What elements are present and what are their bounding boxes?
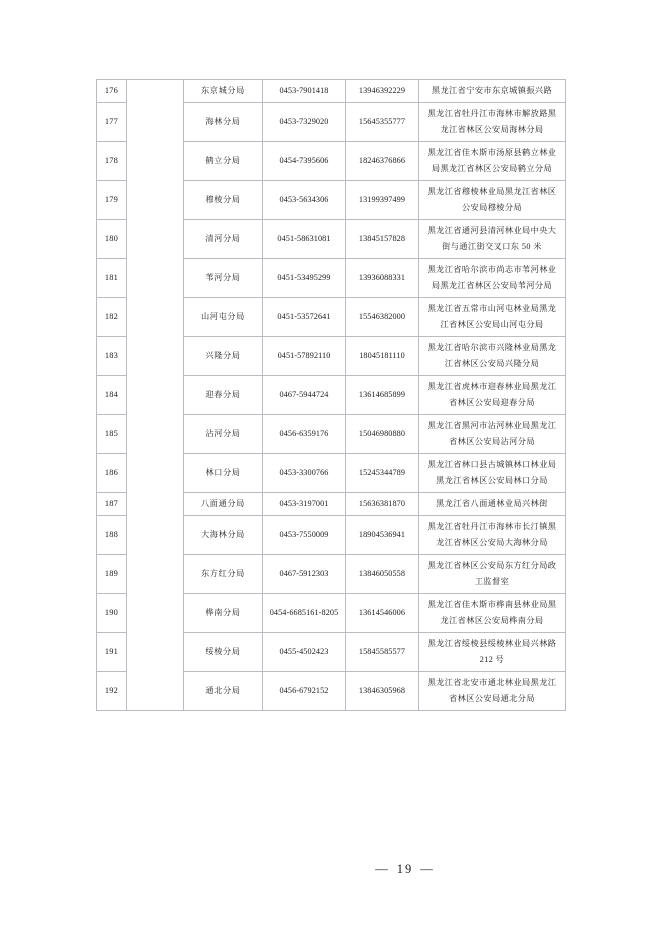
row-merged-blank-cell: [127, 337, 184, 376]
row-merged-blank-cell: [127, 220, 184, 259]
table-row: [97, 142, 566, 181]
row-merged-blank-cell: [127, 672, 184, 711]
table-row: [97, 672, 566, 711]
office-phone-cell: 0453-7550009: [263, 516, 346, 555]
address-cell: 黑龙江省绥棱县绥棱林业局兴林路 212 号: [419, 633, 566, 672]
row-merged-blank-cell: [127, 415, 184, 454]
branch-name-cell: 沾河分局: [184, 415, 263, 454]
row-index-cell: 191: [97, 633, 127, 672]
address-cell: 黑龙江省林口县古城镇林口林业局黑龙江省林区公安局林口分局: [419, 454, 566, 493]
row-merged-blank-cell: [127, 80, 184, 103]
row-index-cell: 184: [97, 376, 127, 415]
office-phone-cell: 0453-3197001: [263, 493, 346, 516]
table-row: [97, 376, 566, 415]
row-index-cell: 182: [97, 298, 127, 337]
address-cell: 黑龙江省林区公安局东方红分局政工监督室: [419, 555, 566, 594]
address-cell: 黑龙江省牡丹江市海林市解放路黑龙江省林区公安局海林分局: [419, 103, 566, 142]
row-merged-blank-cell: [127, 555, 184, 594]
table-row: [97, 80, 566, 103]
mobile-phone-cell: 18904536941: [346, 516, 419, 555]
row-index-cell: 187: [97, 493, 127, 516]
table-row: [97, 298, 566, 337]
mobile-phone-cell: 15245344789: [346, 454, 419, 493]
mobile-phone-cell: 13199397499: [346, 181, 419, 220]
mobile-phone-cell: 13946392229: [346, 80, 419, 103]
row-merged-blank-cell: [127, 594, 184, 633]
branch-name-cell: 穆棱分局: [184, 181, 263, 220]
office-phone-cell: 0456-6792152: [263, 672, 346, 711]
address-cell: 黑龙江省通河县清河林业局中央大街与通江街交叉口东 50 米: [419, 220, 566, 259]
row-index-cell: 177: [97, 103, 127, 142]
table-body: [97, 80, 566, 711]
row-index-cell: 183: [97, 337, 127, 376]
address-cell: 黑龙江省穆棱林业局黑龙江省林区公安局穆棱分局: [419, 181, 566, 220]
row-merged-blank-cell: [127, 454, 184, 493]
office-phone-cell: 0453-5634306: [263, 181, 346, 220]
table-row: [97, 103, 566, 142]
branch-name-cell: 山河屯分局: [184, 298, 263, 337]
address-cell: 黑龙江省北安市通北林业局黑龙江省林区公安局通北分局: [419, 672, 566, 711]
row-index-cell: 179: [97, 181, 127, 220]
branch-name-cell: 东京城分局: [184, 80, 263, 103]
row-merged-blank-cell: [127, 633, 184, 672]
row-merged-blank-cell: [127, 516, 184, 555]
footer-dash-right: —: [420, 862, 435, 876]
branch-name-cell: 绥棱分局: [184, 633, 263, 672]
row-index-cell: 188: [97, 516, 127, 555]
branch-name-cell: 清河分局: [184, 220, 263, 259]
office-phone-cell: 0454-6685161-8205: [263, 594, 346, 633]
mobile-phone-cell: 15546382000: [346, 298, 419, 337]
row-merged-blank-cell: [127, 298, 184, 337]
office-phone-cell: 0453-3300766: [263, 454, 346, 493]
address-cell: 黑龙江省佳木斯市汤原县鹤立林业局黑龙江省林区公安局鹤立分局: [419, 142, 566, 181]
mobile-phone-cell: 15046980880: [346, 415, 419, 454]
row-merged-blank-cell: [127, 103, 184, 142]
branch-name-cell: 鹤立分局: [184, 142, 263, 181]
address-cell: 黑龙江省佳木斯市桦南县林业局黑龙江省林区公安局桦南分局: [419, 594, 566, 633]
row-index-cell: 190: [97, 594, 127, 633]
office-phone-cell: 0451-53572641: [263, 298, 346, 337]
address-cell: 黑龙江省五常市山河屯林业局黑龙江省林区公安局山河屯分局: [419, 298, 566, 337]
row-index-cell: 178: [97, 142, 127, 181]
table-row: [97, 493, 566, 516]
page-footer: [0, 862, 660, 877]
branch-name-cell: 大海林分局: [184, 516, 263, 555]
row-index-cell: 176: [97, 80, 127, 103]
mobile-phone-cell: 15845585577: [346, 633, 419, 672]
table-row: [97, 594, 566, 633]
row-merged-blank-cell: [127, 142, 184, 181]
row-index-cell: 181: [97, 259, 127, 298]
office-phone-cell: 0467-5944724: [263, 376, 346, 415]
branch-name-cell: 迎春分局: [184, 376, 263, 415]
mobile-phone-cell: 15645355777: [346, 103, 419, 142]
table-row: [97, 220, 566, 259]
row-merged-blank-cell: [127, 259, 184, 298]
address-cell: 黑龙江省虎林市迎春林业局黑龙江省林区公安局迎春分局: [419, 376, 566, 415]
table-row: [97, 259, 566, 298]
office-phone-cell: 0454-7395606: [263, 142, 346, 181]
mobile-phone-cell: 13846050558: [346, 555, 419, 594]
table-row: [97, 633, 566, 672]
branch-name-cell: 通北分局: [184, 672, 263, 711]
mobile-phone-cell: 13614546006: [346, 594, 419, 633]
office-phone-cell: 0453-7329020: [263, 103, 346, 142]
branch-name-cell: 苇河分局: [184, 259, 263, 298]
mobile-phone-cell: 18045181110: [346, 337, 419, 376]
address-cell: 黑龙江省八面通林业局兴林街: [419, 493, 566, 516]
row-merged-blank-cell: [127, 493, 184, 516]
table-row: [97, 415, 566, 454]
contact-directory-table: [96, 79, 566, 711]
row-index-cell: 180: [97, 220, 127, 259]
table-row: [97, 181, 566, 220]
mobile-phone-cell: 13845157828: [346, 220, 419, 259]
office-phone-cell: 0451-58631081: [263, 220, 346, 259]
row-index-cell: 185: [97, 415, 127, 454]
table-row: [97, 454, 566, 493]
address-cell: 黑龙江省宁安市东京城镇振兴路: [419, 80, 566, 103]
row-merged-blank-cell: [127, 376, 184, 415]
footer-dash-left: —: [375, 862, 390, 876]
office-phone-cell: 0453-7901418: [263, 80, 346, 103]
row-merged-blank-cell: [127, 181, 184, 220]
table-row: [97, 337, 566, 376]
row-index-cell: 189: [97, 555, 127, 594]
branch-name-cell: 林口分局: [184, 454, 263, 493]
row-index-cell: 192: [97, 672, 127, 711]
address-cell: 黑龙江省黑河市沾河林业局黑龙江省林区公安局沾河分局: [419, 415, 566, 454]
address-cell: 黑龙江省牡丹江市海林市长汀镇黑龙江省林区公安局大海林分局: [419, 516, 566, 555]
office-phone-cell: 0455-4502423: [263, 633, 346, 672]
table-row: [97, 555, 566, 594]
office-phone-cell: 0467-5912303: [263, 555, 346, 594]
office-phone-cell: 0451-57892110: [263, 337, 346, 376]
mobile-phone-cell: 15636381870: [346, 493, 419, 516]
office-phone-cell: 0456-6359176: [263, 415, 346, 454]
mobile-phone-cell: 13936088331: [346, 259, 419, 298]
branch-name-cell: 东方红分局: [184, 555, 263, 594]
address-cell: 黑龙江省哈尔滨市尚志市苇河林业局黑龙江省林区公安局苇河分局: [419, 259, 566, 298]
row-index-cell: 186: [97, 454, 127, 493]
page-number: 19: [396, 862, 414, 876]
office-phone-cell: 0451-53495299: [263, 259, 346, 298]
mobile-phone-cell: 18246376866: [346, 142, 419, 181]
mobile-phone-cell: 13614685899: [346, 376, 419, 415]
address-cell: 黑龙江省哈尔滨市兴隆林业局黑龙江省林区公安局兴隆分局: [419, 337, 566, 376]
branch-name-cell: 桦南分局: [184, 594, 263, 633]
branch-name-cell: 八面通分局: [184, 493, 263, 516]
table-row: [97, 516, 566, 555]
branch-name-cell: 海林分局: [184, 103, 263, 142]
branch-name-cell: 兴隆分局: [184, 337, 263, 376]
mobile-phone-cell: 13846305968: [346, 672, 419, 711]
